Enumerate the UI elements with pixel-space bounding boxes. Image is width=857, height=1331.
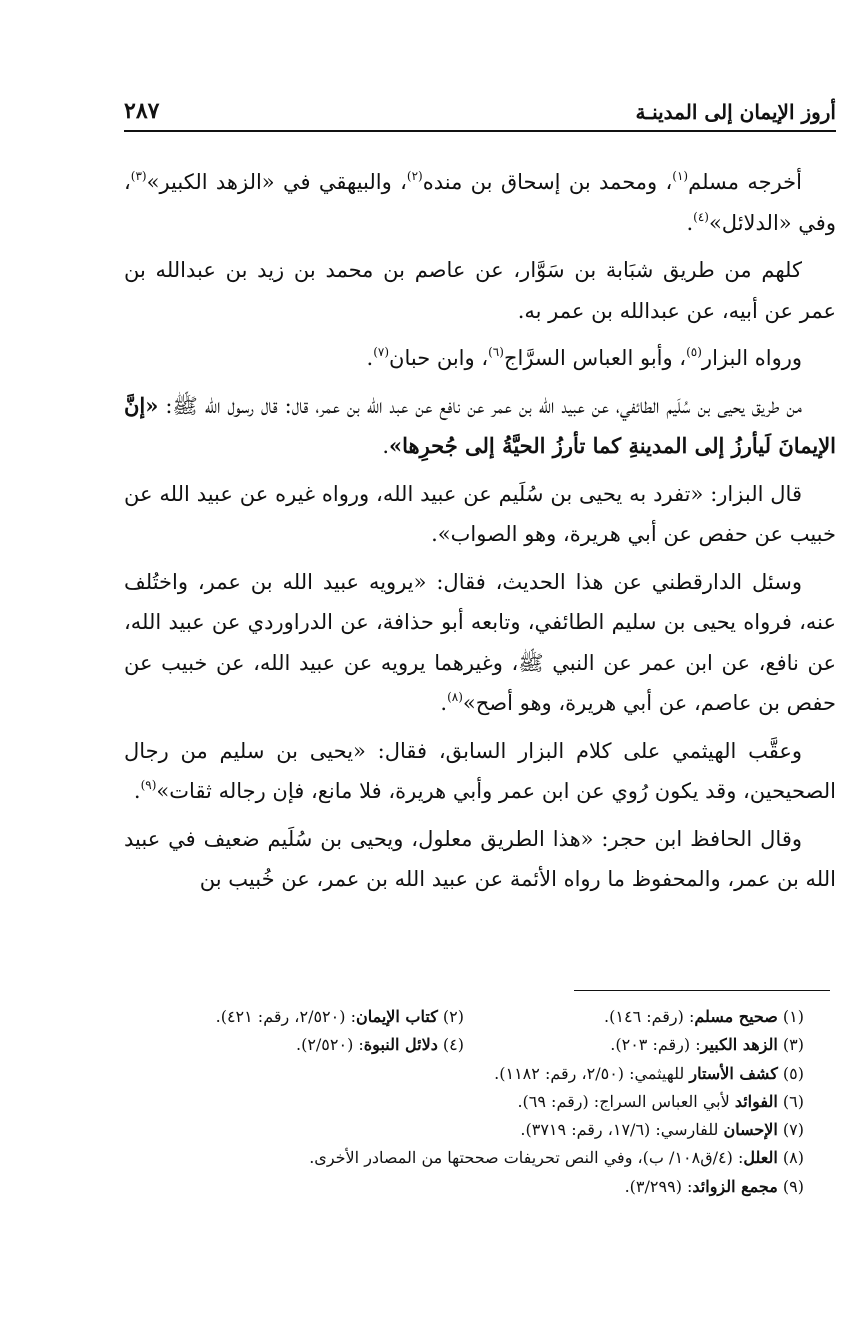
footnote-number: (٤) <box>442 1035 464 1055</box>
footnote-row <box>124 1003 804 1031</box>
footnote-4 <box>124 1031 464 1059</box>
footnote-number: (٨) <box>782 1148 804 1168</box>
p1-text-e: . <box>686 210 694 235</box>
paragraph-3 <box>124 338 836 379</box>
paragraph-6 <box>124 562 836 724</box>
p3-text-c: ، وابن حبان <box>389 346 489 370</box>
running-title: أروز الإيمان إلى المدينـة <box>635 100 836 124</box>
p7-text-b: . <box>133 779 141 803</box>
p1-text-b: ، ومحمد بن إسحاق بن منده <box>422 170 673 194</box>
footnote-citation: : (٢/٥٢٠). <box>295 1035 364 1055</box>
footnote-source-title: مجمع الزوائد <box>692 1176 778 1196</box>
p3-text-d: . <box>366 346 374 370</box>
p6-text-b: . <box>440 691 448 715</box>
footnote-ref-1: (١) <box>672 169 689 183</box>
footnote-ref-7: (٧) <box>373 345 390 359</box>
footnote-row <box>124 1031 804 1059</box>
footnote-number: (٣) <box>782 1035 804 1055</box>
page-header <box>124 84 836 124</box>
p1-text-c: ، والبيهقي في «الزهد الكبير» <box>146 170 407 194</box>
footnote-ref-9: (٩) <box>140 778 157 792</box>
paragraph-5: قال البزار: «تفرد به يحيى بن سُلَيم عن عبيد الله، ورواه غيره عن عبيد الله عن خبيب عن حفص عن أبي هريرة، وهو الصواب». <box>124 481 836 546</box>
paragraph-7 <box>124 731 836 812</box>
footnote-source-title: العلل <box>743 1148 778 1168</box>
paragraph-8: وقال الحافظ ابن حجر: «هذا الطريق معلول، ويحيى بن سُلَيم ضعيف في عبيد الله بن عمر، والمحفوظ ما رواه الأئمة عن عبيد الله بن عمر، عن خُبيب بن <box>124 826 836 891</box>
footnote-source-title: دلائل النبوة <box>363 1035 438 1055</box>
footnote-source-title: الإحسان <box>723 1120 778 1140</box>
footnote-1 <box>464 1003 804 1031</box>
footnote-citation: : (٤/ق١٠٨/ ب)، وفي النص تحريفات صححتها من المصادر الأخرى. <box>309 1148 744 1168</box>
footnote-citation: : (٢/٥٢٠، رقم: ٤٢١). <box>215 1007 356 1026</box>
footnote-ref-3: (٣) <box>130 169 147 183</box>
footnote-number: (٦) <box>782 1091 804 1111</box>
paragraph-2: كلهم من طريق شبَابة بن سَوَّار، عن عاصم بن محمد بن زيد بن عبدالله بن عمر عن أبيه، عن عبدالله بن عمر به. <box>124 258 836 323</box>
p1-text-d: ، وفي «الدلائل» <box>124 170 836 235</box>
p3-text-b: ، وأبو العباس السرَّاج <box>503 346 687 370</box>
footnote-5 <box>124 1060 804 1088</box>
footnote-source-title: الفوائد <box>734 1091 778 1111</box>
footnote-citation: : (٣/٢٩٩). <box>624 1176 693 1196</box>
p7-text-a: وعقَّب الهيثمي على كلام البزار السابق، فقال: «يحيى بن سليم من رجال الصحيحين، وقد يكون رُوي عن ابن عمر وأبي هريرة، فلا مانع، فإن رجاله ثقات» <box>124 738 836 803</box>
footnote-ref-5: (٥) <box>686 345 702 359</box>
main-text <box>124 162 836 907</box>
footnote-citation: للفارسي: (١٧/٦، رقم: ٣٧١٩). <box>520 1120 724 1140</box>
footnote-number: (٩) <box>782 1176 804 1196</box>
footnote-number: (١) <box>782 1007 804 1026</box>
p4-text-b: . <box>382 434 389 458</box>
footnote-number: (٢) <box>442 1007 464 1026</box>
footnote-6 <box>124 1088 804 1116</box>
footnote-citation: : (رقم: ٢٠٣). <box>610 1035 701 1055</box>
p6-text-a: وسئل الدارقطني عن هذا الحديث، فقال: «يرويه عبيد الله بن عمر، واختُلف عنه، فرواه يحيى بن سليم الطائفي، وتابعه أبو حذافة، عن الدراوردي عن عبيد الله، عن نافع، عن ابن عمر عن النبي ﷺ، وغيرهما يرويه عن عبيد الله، عن خبيب عن حفص بن عاصم، عن أبي هريرة، وهو أصح» <box>124 569 836 715</box>
paragraph-1 <box>124 162 836 243</box>
footnote-8 <box>124 1144 804 1172</box>
paragraph-4 <box>124 386 836 467</box>
footnote-citation: لأبي العباس السراج: (رقم: ٦٩). <box>517 1091 735 1111</box>
p3-text-a: ورواه البزار <box>701 346 802 370</box>
footnote-source-title: صحيح مسلم <box>694 1007 778 1026</box>
footnote-citation: للهيثمي: (٢/٥٠، رقم: ١١٨٢). <box>494 1063 690 1083</box>
footnote-number: (٧) <box>782 1120 804 1140</box>
footnote-source-title: الزهد الكبير <box>700 1035 778 1055</box>
footnote-number: (٥) <box>782 1063 804 1083</box>
header-rule <box>124 130 836 132</box>
footnote-ref-4: (٤) <box>693 209 709 224</box>
footnote-ref-8: (٨) <box>447 690 463 704</box>
footnote-2 <box>124 1003 464 1031</box>
footnote-source-title: كشف الأستار <box>689 1063 778 1083</box>
footnote-3 <box>464 1031 804 1059</box>
footnotes <box>124 1003 804 1201</box>
hadith-text: «إنَّ الإيمانَ لَيأرزُ إلى المدينةِ كما تأرزُ الحيَّةُ إلى جُحرِها» <box>124 392 836 458</box>
footnote-7 <box>124 1116 804 1144</box>
footnote-source-title: كتاب الإيمان <box>355 1007 438 1026</box>
footnote-citation: : (رقم: ١٤٦). <box>604 1007 695 1026</box>
p1-text-a: أخرجه مسلم <box>688 170 802 194</box>
page-number: ٢٨٧ <box>124 98 160 124</box>
p4-text-a: من طريق يحيى بن سُلَيم الطائفي، عن عبيد الله بن عمر عن نافع عن عبد الله بن عمر، قال: قال رسول الله ﷺ: <box>158 393 802 418</box>
footnote-ref-6: (٦) <box>488 345 504 359</box>
footnote-ref-2: (٢) <box>406 169 423 183</box>
footnote-separator <box>574 990 830 991</box>
footnote-9 <box>124 1173 804 1201</box>
